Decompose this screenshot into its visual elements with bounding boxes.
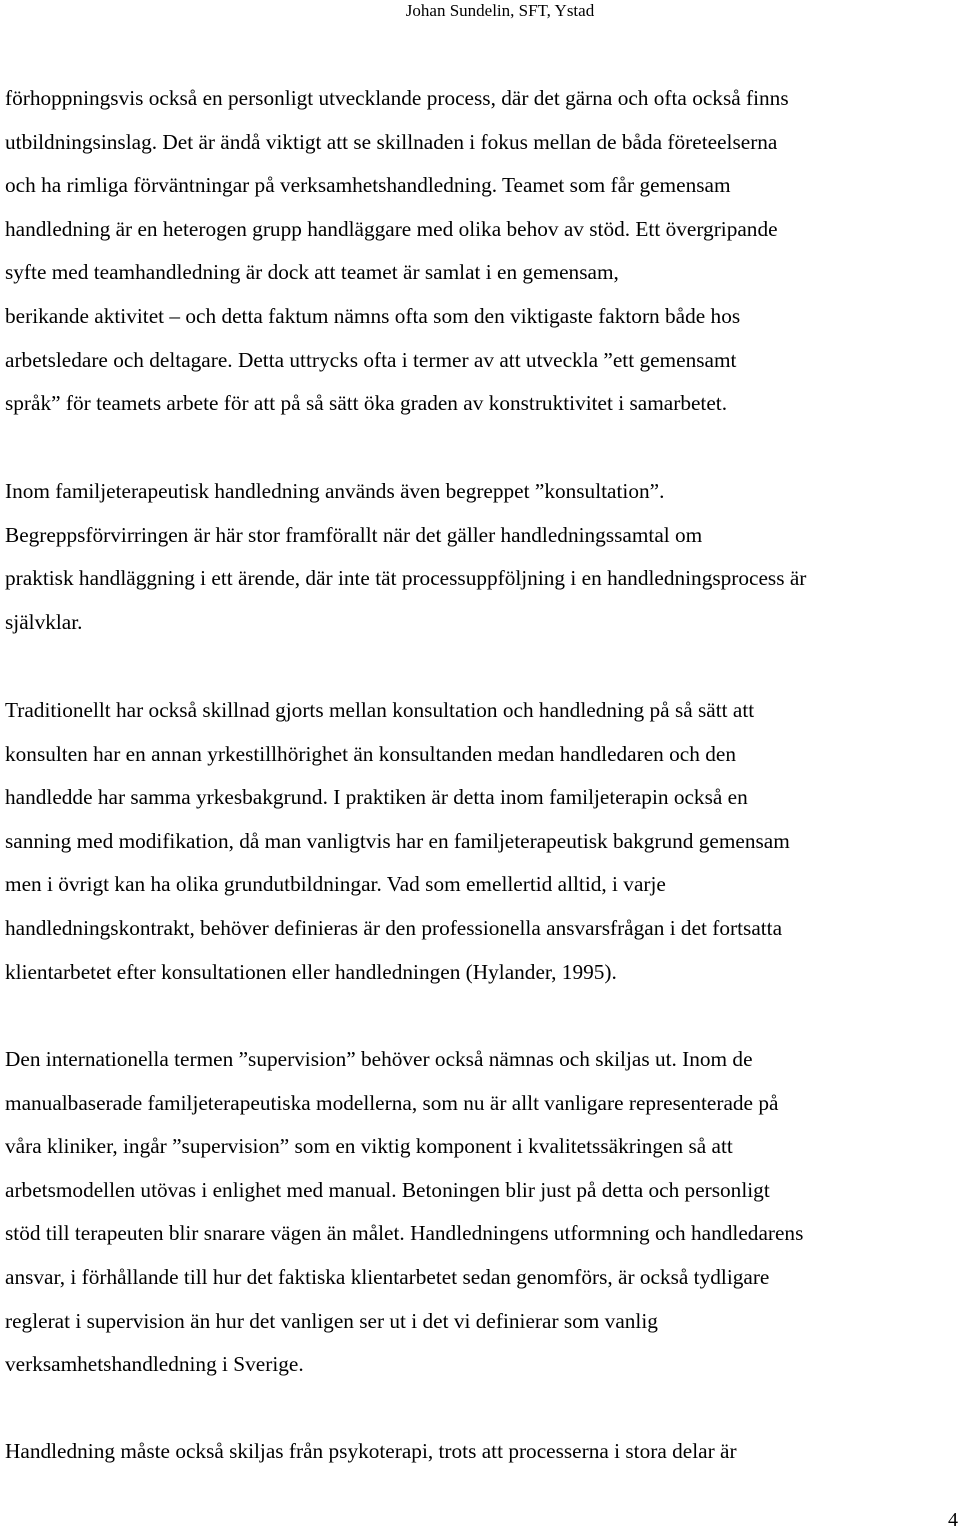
text-line: verksamhetshandledning i Sverige. [5, 1352, 304, 1377]
text-line: Inom familjeterapeutisk handledning används även begreppet ”konsultation”. [5, 479, 665, 503]
text-line: stöd till terapeuten blir snarare vägen än målet. Handledningens utformning och handledarens [5, 1221, 804, 1246]
text-line: våra kliniker, ingår ”supervision” som en viktig komponent i kvalitetssäkringen så att [5, 1134, 733, 1159]
text-line: språk” för teamets arbete för att på så sätt öka graden av konstruktivitet i samarbetet. [5, 391, 728, 416]
paragraph [5, 1038, 955, 1387]
text-line: men i övrigt kan ha olika grundutbildningar. Vad som emellertid alltid, i varje [5, 872, 666, 897]
page-number: 4 [948, 1509, 958, 1531]
text-line: klientarbetet efter konsultationen eller handledningen (Hylander, 1995). [5, 959, 617, 984]
paragraph [5, 470, 955, 644]
text-line: syfte med teamhandledning är dock att teamet är samlat i en gemensam, [5, 260, 619, 285]
text-line: ansvar, i förhållande till hur det faktiska klientarbetet sedan genomförs, är också tydligare [5, 1264, 770, 1289]
text-line: handledde har samma yrkesbakgrund. I praktiken är detta inom familjeterapin också en [5, 785, 748, 810]
text-line: Den internationella termen ”supervision” behöver också nämnas och skiljas ut. Inom de [5, 1047, 753, 1071]
text-line: berikande aktivitet – och detta faktum nämns ofta som den viktigaste faktorn både hos [5, 303, 741, 328]
text-line: och ha rimliga förväntningar på verksamhetshandledning. Teamet som får gemensam [5, 173, 731, 198]
text-line: Handledning måste också skiljas från psykoterapi, trots att processerna i stora delar är [5, 1439, 737, 1463]
text-line: handledningskontrakt, behöver definieras är den professionella ansvarsfrågan i det fortsatta [5, 915, 783, 940]
text-line: utbildningsinslag. Det är ändå viktigt att se skillnaden i fokus mellan de båda företeelserna [5, 129, 778, 154]
text-line: sanning med modifikation, då man vanligtvis har en familjeterapeutisk bakgrund gemensam [5, 828, 790, 853]
text-line: Traditionellt har också skillnad gjorts mellan konsultation och handledning på så sätt att [5, 698, 755, 722]
text-line: manualbaserade familjeterapeutiska modellerna, som nu är allt vanligare representerade på [5, 1090, 779, 1115]
text-line: reglerat i supervision än hur det vanligen ser ut i det vi definierar som vanlig [5, 1308, 658, 1333]
paragraph [5, 689, 955, 994]
text-line: Begreppsförvirringen är här stor framförallt när det gäller handledningssamtal om [5, 522, 703, 547]
text-line: konsulten har en annan yrkestillhörighet än konsultanden medan handledaren och den [5, 741, 736, 766]
running-header: Johan Sundelin, SFT, Ystad [405, 1, 595, 20]
text-line: arbetsmodellen utövas i enlighet med manual. Betoningen blir just på detta och personligt [5, 1177, 770, 1202]
text-line: förhoppningsvis också en personligt utvecklande process, där det gärna och ofta också finns [5, 86, 789, 110]
text-line: handledning är en heterogen grupp handläggare med olika behov av stöd. Ett övergripande [5, 216, 778, 241]
paragraph [5, 1430, 955, 1474]
text-line: arbetsledare och deltagare. Detta uttrycks ofta i termer av att utveckla ”ett gemensamt [5, 347, 737, 372]
text-line: självklar. [5, 609, 83, 634]
paragraph [5, 77, 955, 426]
text-line: praktisk handläggning i ett ärende, där inte tät processuppföljning i en handledningsprocess är [5, 566, 807, 591]
